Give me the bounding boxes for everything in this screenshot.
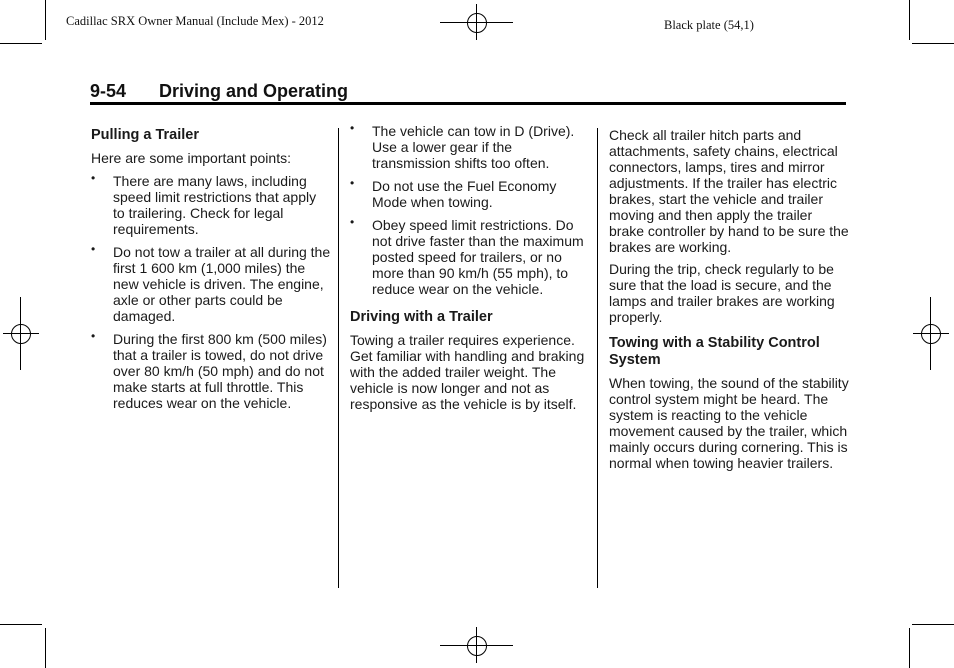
list-item: • The vehicle can tow in D (Drive). Use a lower gear if the transmission shifts too often. [350,121,575,171]
heading-driving-with-a-trailer: Driving with a Trailer [350,309,493,325]
heading-towing-with-stability-control: Towing with a Stability Control System [609,335,820,368]
crop-mark [909,0,910,40]
list-item: • During the first 800 km (500 miles) that a trailer is towed, do not drive over 80 km/h (50 mph) and do not make starts at full throttle. This reduces wear on the vehicle. [91,329,327,411]
section-title: Driving and Operating [159,81,349,101]
bullet-list [91,173,331,411]
bullet-icon: • [350,121,355,135]
column-3 [609,127,849,477]
column-divider [597,128,598,588]
registration-target-icon [463,632,491,660]
document-slug: Cadillac SRX Owner Manual (Include Mex) - 2012 [66,14,324,28]
crop-mark [909,628,910,668]
bullet-icon: • [91,171,96,185]
crop-mark [45,628,46,668]
plate-info: Black plate (54,1) [664,18,754,32]
paragraph: During the trip, check regularly to be sure that the load is secure, and the lamps and trailer brakes are working properly. [609,261,835,325]
crop-mark [45,0,46,40]
list-item: • There are many laws, including speed limit restrictions that apply to trailering. Check for legal requirements. [91,171,317,237]
registration-target-icon [7,320,35,348]
bullet-icon: • [350,176,355,190]
bullet-list [350,123,590,297]
paragraph: Check all trailer hitch parts and attachments, safety chains, electrical connectors, lamps, tires and mirror adjustments. If the trailer has electric brakes, start the vehicle and trailer moving and then apply the trailer brake controller by hand to be sure the brakes are working. [609,127,849,255]
heading-pulling-a-trailer: Pulling a Trailer [91,127,199,143]
intro-text: Here are some important points: [91,150,291,166]
header-rule [90,102,846,105]
registration-target-icon [463,9,491,37]
crop-mark [0,624,42,625]
list-item: • Obey speed limit restrictions. Do not drive faster than the maximum posted speed for trailers, or no more than 90 km/h (55 mph), to reduce wear on the vehicle. [350,215,584,297]
registration-target-icon [917,320,945,348]
column-1 [91,127,331,418]
crop-mark [0,43,42,44]
bullet-icon: • [91,329,96,343]
crop-mark [912,624,954,625]
column-divider [338,128,339,588]
page-number: 9-54 [90,81,127,101]
crop-mark [912,43,954,44]
list-item: • Do not tow a trailer at all during the first 1 600 km (1,000 miles) the new vehicle is driven. The engine, axle or other parts could be damaged. [91,242,331,324]
bullet-icon: • [350,215,355,229]
column-2 [350,123,590,418]
list-item: • Do not use the Fuel Economy Mode when towing. [350,176,557,210]
bullet-icon: • [91,242,96,256]
paragraph: When towing, the sound of the stability control system might be heard. The system is reacting to the vehicle movement caused by the trailer, which mainly occurs during cornering. This is normal when towing heavier trailers. [609,375,849,471]
paragraph: Towing a trailer requires experience. Get familiar with handling and braking with the added trailer weight. The vehicle is now longer and not as responsive as the vehicle is by itself. [350,332,585,412]
